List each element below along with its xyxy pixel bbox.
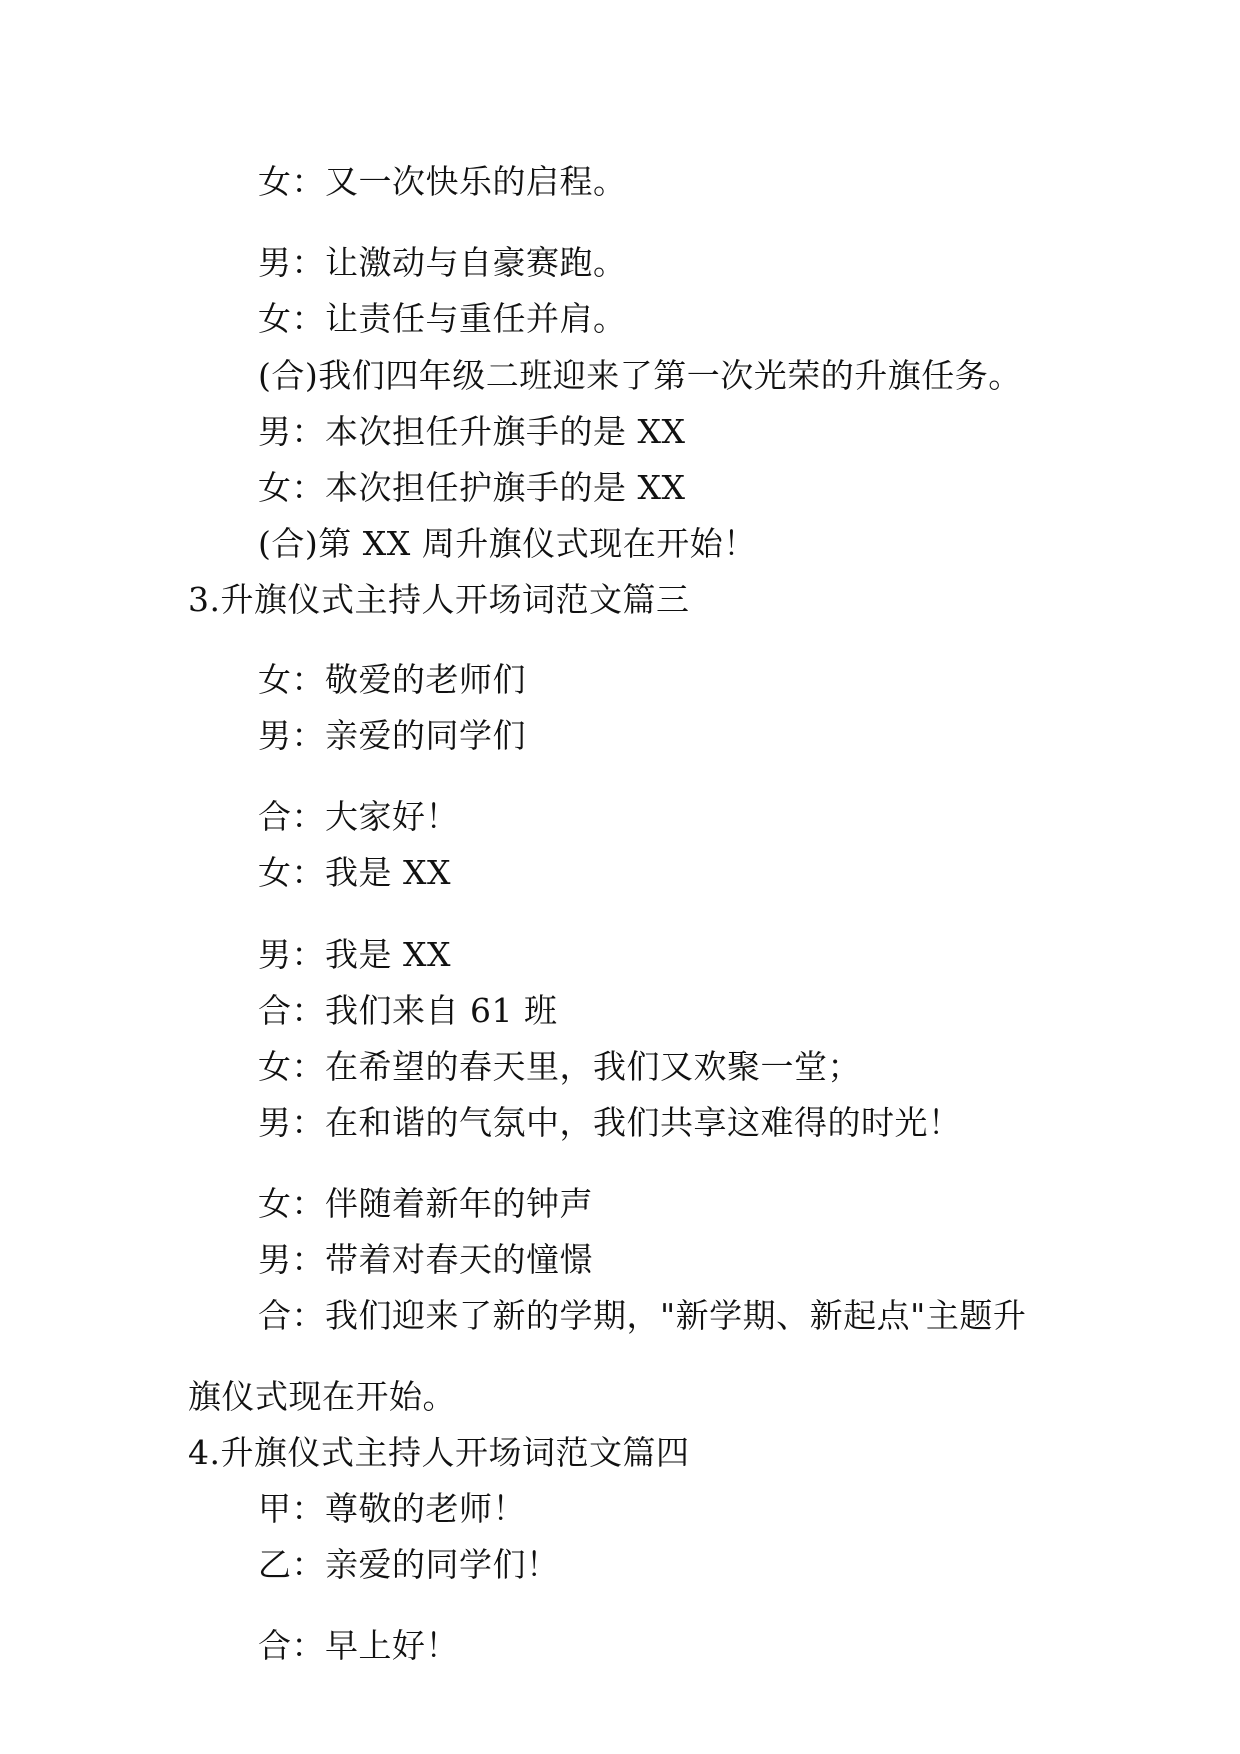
dialogue-line: 乙：亲爱的同学们！ <box>258 1545 560 1584</box>
dialogue-line: 甲：尊敬的老师！ <box>258 1489 526 1528</box>
dialogue-line: 女：我是 XX <box>258 853 451 892</box>
dialogue-line: 女：敬爱的老师们 <box>258 660 526 699</box>
dialogue-line: 女：让责任与重任并肩。 <box>258 299 627 338</box>
dialogue-line: 女：又一次快乐的启程。 <box>258 162 627 201</box>
dialogue-line: 男：在和谐的气氛中，我们共享这难得的时光！ <box>258 1103 962 1142</box>
dialogue-line: 合：早上好！ <box>258 1626 459 1665</box>
dialogue-line: 男：带着对春天的憧憬 <box>258 1240 593 1279</box>
dialogue-line: 合：我们迎来了新的学期，"新学期、新起点"主题升 <box>258 1296 1027 1335</box>
dialogue-line: (合)我们四年级二班迎来了第一次光荣的升旗任务。 <box>258 356 1022 395</box>
dialogue-line: 男：让激动与自豪赛跑。 <box>258 243 627 282</box>
section-heading: 3.升旗仪式主持人开场词范文篇三 <box>188 580 690 619</box>
dialogue-line: 男：本次担任升旗手的是 XX <box>258 412 686 451</box>
dialogue-line: (合)第 XX 周升旗仪式现在开始！ <box>258 524 757 563</box>
dialogue-line: 男：亲爱的同学们 <box>258 716 526 755</box>
dialogue-line: 合：大家好！ <box>258 797 459 836</box>
dialogue-line: 男：我是 XX <box>258 935 451 974</box>
section-heading: 4.升旗仪式主持人开场词范文篇四 <box>188 1433 690 1472</box>
dialogue-line: 女：伴随着新年的钟声 <box>258 1184 593 1223</box>
dialogue-line: 合：我们来自 61 班 <box>258 991 558 1030</box>
dialogue-line: 女：在希望的春天里，我们又欢聚一堂； <box>258 1047 861 1086</box>
dialogue-continuation: 旗仪式现在开始。 <box>188 1377 456 1416</box>
dialogue-line: 女：本次担任护旗手的是 XX <box>258 468 686 507</box>
